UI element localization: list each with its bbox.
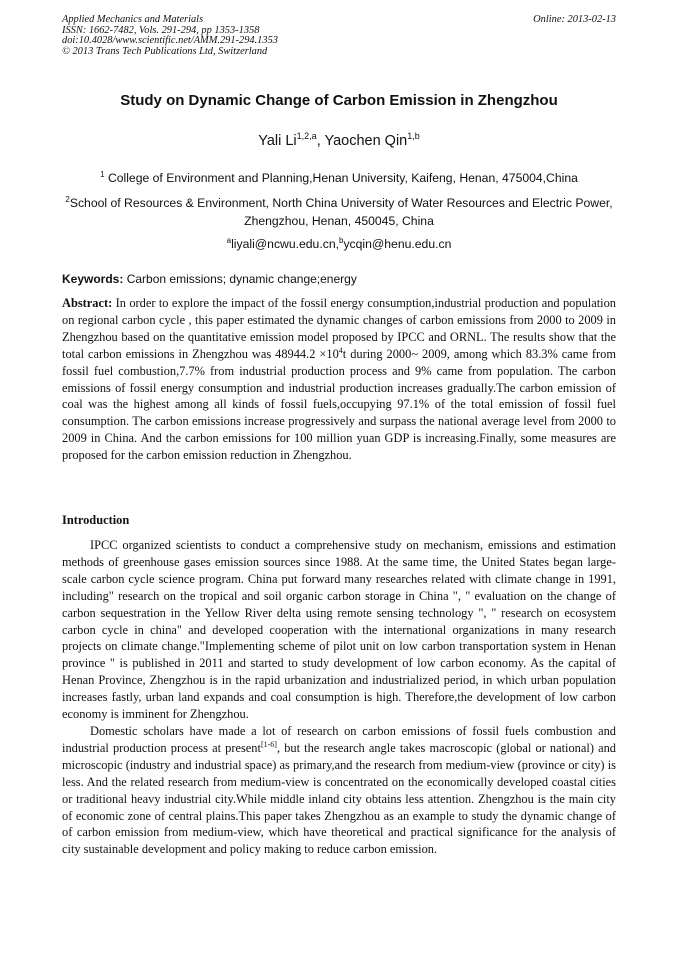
email-link[interactable]: liyali@ncwu.edu.cn,	[231, 237, 339, 252]
keywords-text: Carbon emissions; dynamic change;energy	[126, 272, 357, 286]
abstract-exponent: 4	[338, 345, 343, 355]
paragraph-text: Domestic scholars have made a lot of research on carbon emissions of fossil fuels combustion and industrial production process at present	[62, 723, 616, 755]
author-affiliation-mark: 1,b	[407, 131, 420, 141]
author-name: Yali Li	[258, 132, 297, 149]
affiliation-mark: 1	[100, 170, 105, 179]
affiliation-1	[62, 166, 616, 187]
author-list	[30, 131, 648, 149]
journal-name: Applied Mechanics and Materials	[62, 14, 204, 25]
citation[interactable]: [1-6]	[260, 739, 277, 749]
affiliation-2	[62, 191, 616, 230]
journal-issn: ISSN: 1662-7482, Vols. 291-294, pp 1353-1358	[62, 24, 260, 36]
abstract	[62, 295, 616, 464]
introduction-body	[62, 537, 616, 858]
paper-title: Study on Dynamic Change of Carbon Emission in Zhengzhou	[120, 92, 558, 109]
email-mark: b	[338, 236, 344, 245]
abstract-label: Abstract:	[62, 296, 113, 310]
abstract-text: In order to explore the impact of the fossil energy consumption,industrial production and population on regional carbon cycle , this paper estimated the dynamic changes of carbon emissions from 2000 to 2009 in Zhengzhou based on the quantitative emission model proposed by IPCC and ORNL. The results show that the total carbon emissions in Zhengzhou was 48944.2 ×10	[62, 296, 616, 361]
paragraph: IPCC organized scientists to conduct a comprehensive study on mechanism, emissions and estimation methods of greenhouse gases emission sources since 1988. At the same time, the United States began large-scale carbon cycle science program. China put forward many researches related with climate change in 1991, including" research on the tropical and soil organic carbon storage in China ", " evaluation on the change of carbon sequestration in the Yellow River delta using remote sensing technology ", " research on ecosystem carbon cycle in china" and developed cooperation with the international organizations in many research projects on climate change."Implementing scheme of pilot unit on low carbon transportation system in Henan province " is published in 2011 and started to study development of low carbon economy. As the capital of Henan Province, Zhengzhou is in the rapid urbanization and industrialized period, in which urban population increases fastly, urban land expands and coal consumption is high. Therefore,the development of low carbon economy is imminent for Zhengzhou.	[62, 538, 616, 722]
journal-copyright: © 2013 Trans Tech Publications Ltd, Switzerland	[62, 45, 268, 57]
author-affiliation-mark: 1,2,a	[296, 131, 317, 141]
abstract-text: t during 2000~ 2009, among which 83.3% came from fossil fuel combustion,7.7% from industrial production process and 9% came from population. The carbon emissions of fossil energy consumption and industrial production increases gradually.The carbon emission of coal was the highest among all kinds of fossil fuels,occupying 97.1% of the total emission of fossil fuel consumption. The carbon emissions increase progressively and surpass the national average level from 2000 to 2009 in China. And the carbon emissions for 100 million yuan GDP is increasing.Finally, some measures are proposed for the carbon emission reduction in Zhengzhou.	[62, 346, 617, 463]
paragraph	[62, 723, 616, 858]
keywords	[62, 272, 616, 286]
affiliation-text: College of Environment and Planning,Henan University, Kaifeng, Henan, 475004,China	[107, 171, 578, 186]
author-separator: ,	[316, 132, 325, 149]
author-emails	[62, 232, 616, 253]
keywords-label: Keywords:	[62, 272, 124, 286]
affiliation-text: School of Resources & Environment, North China University of Water Resources and Electric Power, Zhengzhou, Henan, 450045, China	[69, 196, 613, 229]
affiliation-mark: 2	[65, 195, 70, 204]
author-name: Yaochen Qin	[324, 132, 408, 149]
journal-doi: doi:10.4028/www.scientific.net/AMM.291-294.1353	[62, 35, 278, 47]
journal-header	[62, 15, 616, 57]
online-date: Online: 2013-02-13	[533, 14, 616, 25]
email-link[interactable]: ycqin@henu.edu.cn	[343, 237, 452, 252]
paragraph-text: , but the research angle takes macroscopic (global or national) and microscopic (industry and industrial space) as primary,and the research from medium-view (province or city) is less. And the related research from medium-view is concentrated on the economically developed coastal cities or traditional heavy industrial city.While middle inland city obtains less attention. Zhengzhou is the main city of economic zone of central plains.This paper takes Zhengzhou as an example to study the dynamic change of of carbon emission from medium-view, which have theoretical and practical significance for the analysis of city sustainable development and policy making to reduce carbon emission.	[62, 740, 616, 857]
section-heading: Introduction	[62, 513, 130, 527]
email-mark: a	[226, 236, 232, 245]
